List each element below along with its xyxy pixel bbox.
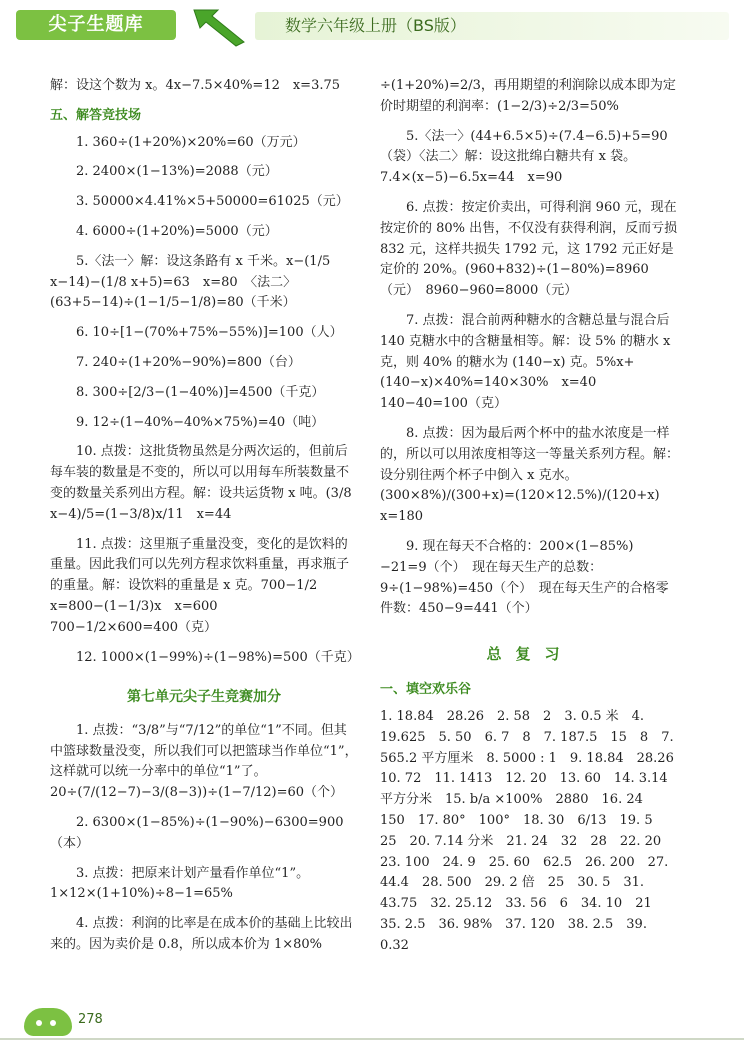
page-header — [0, 0, 744, 50]
answer-item: 4. 6000÷(1+20%)=5000（元） — [76, 223, 278, 239]
eye-icon — [36, 1020, 42, 1026]
answer-item: 8. 300÷[2/3−(1−40%)]=4500（千克） — [76, 384, 325, 400]
answer-item: 2. 6300×(1−85%)÷(1−90%)−6300=900（本） — [50, 814, 344, 851]
answer-item: 8. 点拨：因为最后两个杯中的盐水浓度是一样的，所以可以用浓度相等这一等量关系列方程。解：设分别往两个杯子中倒入 x 克水。(300×8%)/(300+x)=(120×12.5%)/(120+x) x=180 — [380, 425, 680, 525]
answer-item: 9. 12÷(1−40%−40%×75%)=40（吨） — [76, 414, 325, 430]
page-footer — [24, 1004, 124, 1036]
right-column — [380, 76, 687, 965]
answer-item: 2. 2400×(1−13%)=2088（元） — [76, 164, 278, 180]
answer-item: 12. 1000×(1−99%)÷(1−98%)=500（千克） — [76, 649, 360, 665]
fill-answers: 1. 18.84 28.26 2. 58 2 3. 0.5 米 4. 19.625 5. 50 6. 7 8 7. 187.5 15 8 7. 565.2 平方厘米 8. 5000 : 1 9. 18.84 28.26 10. 72 11. 1413 12. 20 13. 60 14. 3.14 平方分米 15. b/a ×100% 2880 16. 24 150 17. 80° 100° 18. 30 6/13 19. 5 25 20. 7.14 分米 21. 24 32 28 22. 20 23. 100 24. 9 25. 60 62.5 26. 200 27. 44.4 28. 500 29. 2 倍 25 30. 5 31. 43.75 32. 25.12 33. 56 6 34. 10 21 35. 2.5 36. 98% 37. 120 38. 2.5 39. 0.32 — [380, 708, 687, 953]
answer-item: 5.〈法一〉(44+6.5×5)÷(7.4−6.5)+5=90（袋）〈法二〉解：设这批绵白糖共有 x 袋。7.4×(x−5)−6.5x=44 x=90 — [380, 128, 668, 186]
brand-label: 尖子生题库 — [16, 10, 176, 40]
arrow-icon — [190, 4, 250, 48]
answer-item: 6. 10÷[1−(70%+75%−55%)]=100（人） — [76, 325, 343, 341]
answer-item: 3. 50000×4.41%×5+50000=61025（元） — [76, 194, 349, 210]
answer-item: 3. 点拨：把原来计划产量看作单位“1”。1×12×(1+10%)÷8−1=65% — [50, 865, 310, 902]
section-heading: 一、填空欢乐谷 — [380, 682, 472, 698]
answer-item: 10. 点拨：这批货物虽然是分两次运的，但前后每车装的数量是不变的，所以可以用每车所装数量不变的数量关系列出方程。解：设共运货物 x 吨。(3/8 x−4)/5=(1−3/8)x/11 x=44 — [50, 444, 352, 522]
section-heading: 五、解答竞技场 — [50, 107, 142, 123]
answer-item: ÷(1+20%)=2/3，再用期望的利润除以成本即为定价时期望的利润率：(1−2/3)÷2/3=50% — [380, 78, 676, 114]
answer-item: 11. 点拨：这里瓶子重量没变，变化的是饮料的重量。因此我们可以先列方程求饮料重量，再求瓶子的重量。解：设饮料的重量是 x 克。700−1/2 x=800−(1−1/3)x x=600 700−1/2×600=400（克） — [50, 536, 350, 635]
answer-item: 7. 点拨：混合前两种糖水的含糖总量与混合后 140 克糖水中的含糖量相等。解：设 5% 的糖水 x 克，则 40% 的糖水为 (140−x) 克。5%x+(140−x)×40%=140×30% x=40 140−40=100（克） — [380, 312, 671, 412]
answer-item: 6. 点拨：按定价卖出，可得利润 960 元，现在按定价的 80% 出售，不仅没有获得利润，反而亏损 832 元，这样共损失 1792 元，这 1792 元正好是定价的 20%。(960+832)÷(1−80%)=8960（元） 8960−960=8000（元） — [380, 199, 678, 299]
section-heading: 第七单元尖子生竞赛加分 — [127, 689, 281, 706]
answer-item: 5.〈法一〉解：设这条路有 x 千米。x−(1/5 x−14)−(1/8 x+5)=63 x=80 〈法二〉(63+5−14)÷(1−1/5−1/8)=80（千米） — [50, 253, 331, 311]
answer-item: 4. 点拨：利润的比率是在成本价的基础上比较出来的。因为卖价是 0.8，所以成本价为 1×80% — [50, 916, 353, 952]
answer-item: 7. 240÷(1+20%−90%)=800（台） — [76, 354, 301, 370]
review-title: 总复习 — [486, 645, 574, 664]
book-title: 数学六年级上册（BS版） — [255, 12, 729, 40]
left-column — [50, 76, 358, 965]
answer-item: 1. 360÷(1+20%)×20%=60（万元） — [76, 134, 306, 150]
eye-icon — [50, 1020, 56, 1026]
mascot-icon — [24, 1008, 72, 1036]
answer-line: 解：设这个数为 x。4x−7.5×40%=12 x=3.75 — [50, 78, 341, 93]
bottom-divider — [0, 1038, 744, 1040]
answer-item: 9. 现在每天不合格的：200×(1−85%)−21=9（个） 现在每天生产的总数：9÷(1−98%)=450（个） 现在每天生产的合格零件数：450−9=441（个） — [380, 538, 669, 617]
page-number: 278 — [78, 1012, 103, 1027]
answer-item: 1. 点拨：“3/8”与“7/12”的单位“1”不同。但其中篮球数量没变，所以我们可以把篮球当作单位“1”，这样就可以统一分率中的单位“1”了。20÷(7/(12−7)−3/(8−3))÷(1−7/12)=60（个） — [50, 722, 358, 801]
